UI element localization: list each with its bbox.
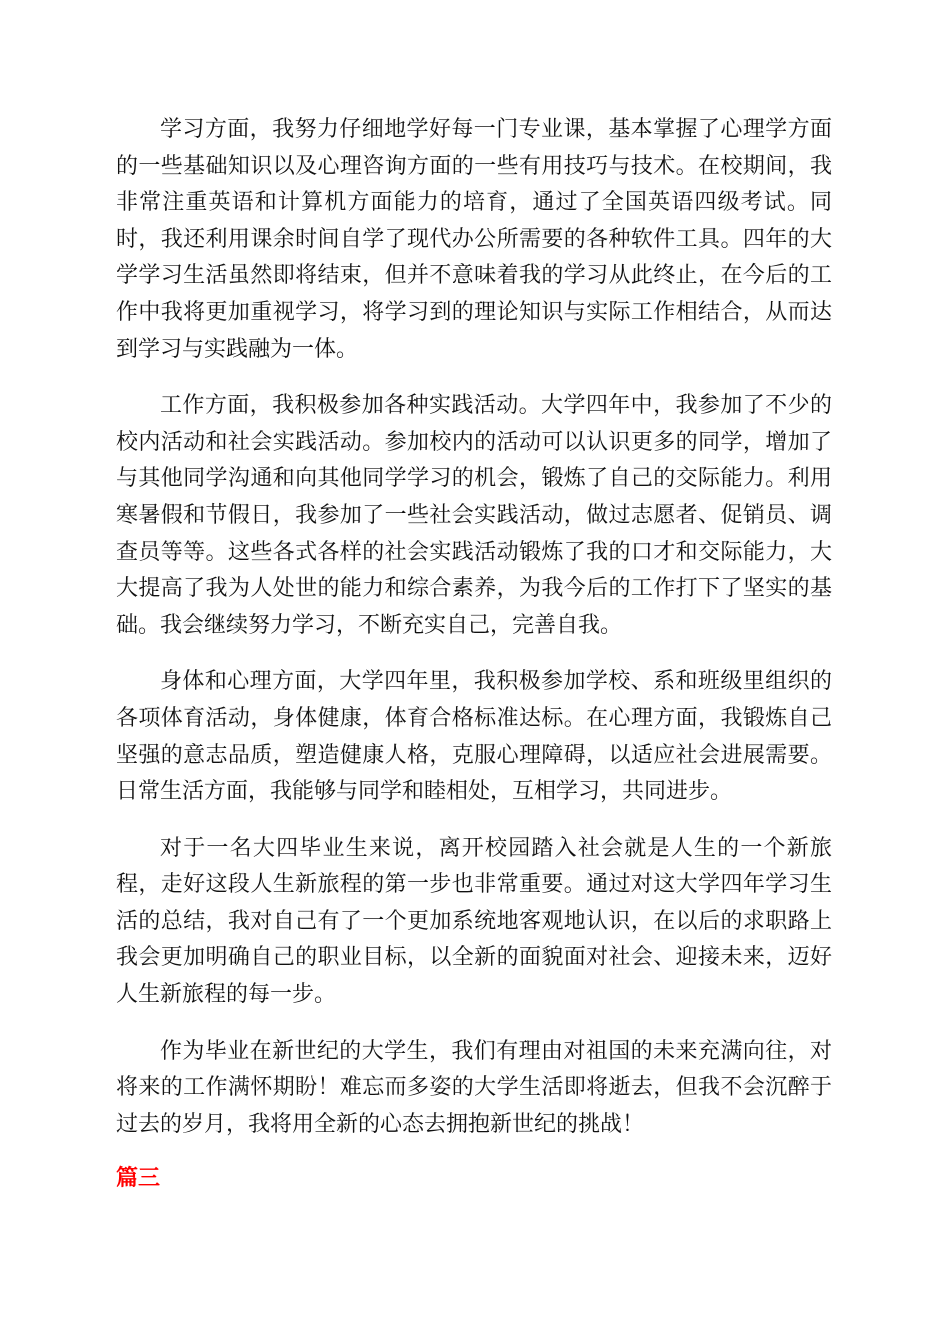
section-heading: 篇三 xyxy=(116,1166,161,1192)
paragraph-health: 身体和心理方面，大学四年里，我积极参加学校、系和班级里组织的各项体育活动，身体健康，体育合格标准达标。在心理方面，我锻炼自己坚强的意志品质，塑造健康人格，克服心理障碍，以适应社会进展需要。日常生活方面，我能够与同学和睦相处，互相学习，共同进步。 xyxy=(116,669,832,805)
paragraph-study: 学习方面，我努力仔细地学好每一门专业课，基本掌握了心理学方面的一些基础知识以及心理咨询方面的一些有用技巧与技术。在校期间，我非常注重英语和计算机方面能力的培育，通过了全国英语四级考试。同时，我还利用课余时间自学了现代办公所需要的各种软件工具。四年的大学学习生活虽然即将结束，但并不意味着我的学习从此终止，在今后的工作中我将更加重视学习，将学习到的理论知识与实际工作相结合，从而达到学习与实践融为一体。 xyxy=(116,117,832,362)
paragraph-work: 工作方面，我积极参加各种实践活动。大学四年中，我参加了不少的校内活动和社会实践活动。参加校内的活动可以认识更多的同学，增加了与其他同学沟通和向其他同学学习的机会，锻炼了自己的交际能力。利用寒暑假和节假日，我参加了一些社会实践活动，做过志愿者、促销员、调查员等等。这些各式各样的社会实践活动锻炼了我的口才和交际能力，大大提高了我为人处世的能力和综合素养，为我今后的工作打下了坚实的基础。我会继续努力学习，不断充实自己，完善自我。 xyxy=(116,393,832,638)
paragraph-closing: 作为毕业在新世纪的大学生，我们有理由对祖国的未来充满向往，对将来的工作满怀期盼！难忘而多姿的大学生活即将逝去，但我不会沉醉于过去的岁月，我将用全新的心态去拥抱新世纪的挑战！ xyxy=(116,1038,832,1137)
document-page xyxy=(116,112,832,1195)
paragraph-new-journey: 对于一名大四毕业生来说，离开校园踏入社会就是人生的一个新旅程，走好这段人生新旅程的第一步也非常重要。通过对这大学四年学习生活的总结，我对自己有了一个更加系统地客观地认识，在以后的求职路上我会更加明确自己的职业目标，以全新的面貌面对社会、迎接未来，迈好人生新旅程的每一步。 xyxy=(116,835,832,1008)
